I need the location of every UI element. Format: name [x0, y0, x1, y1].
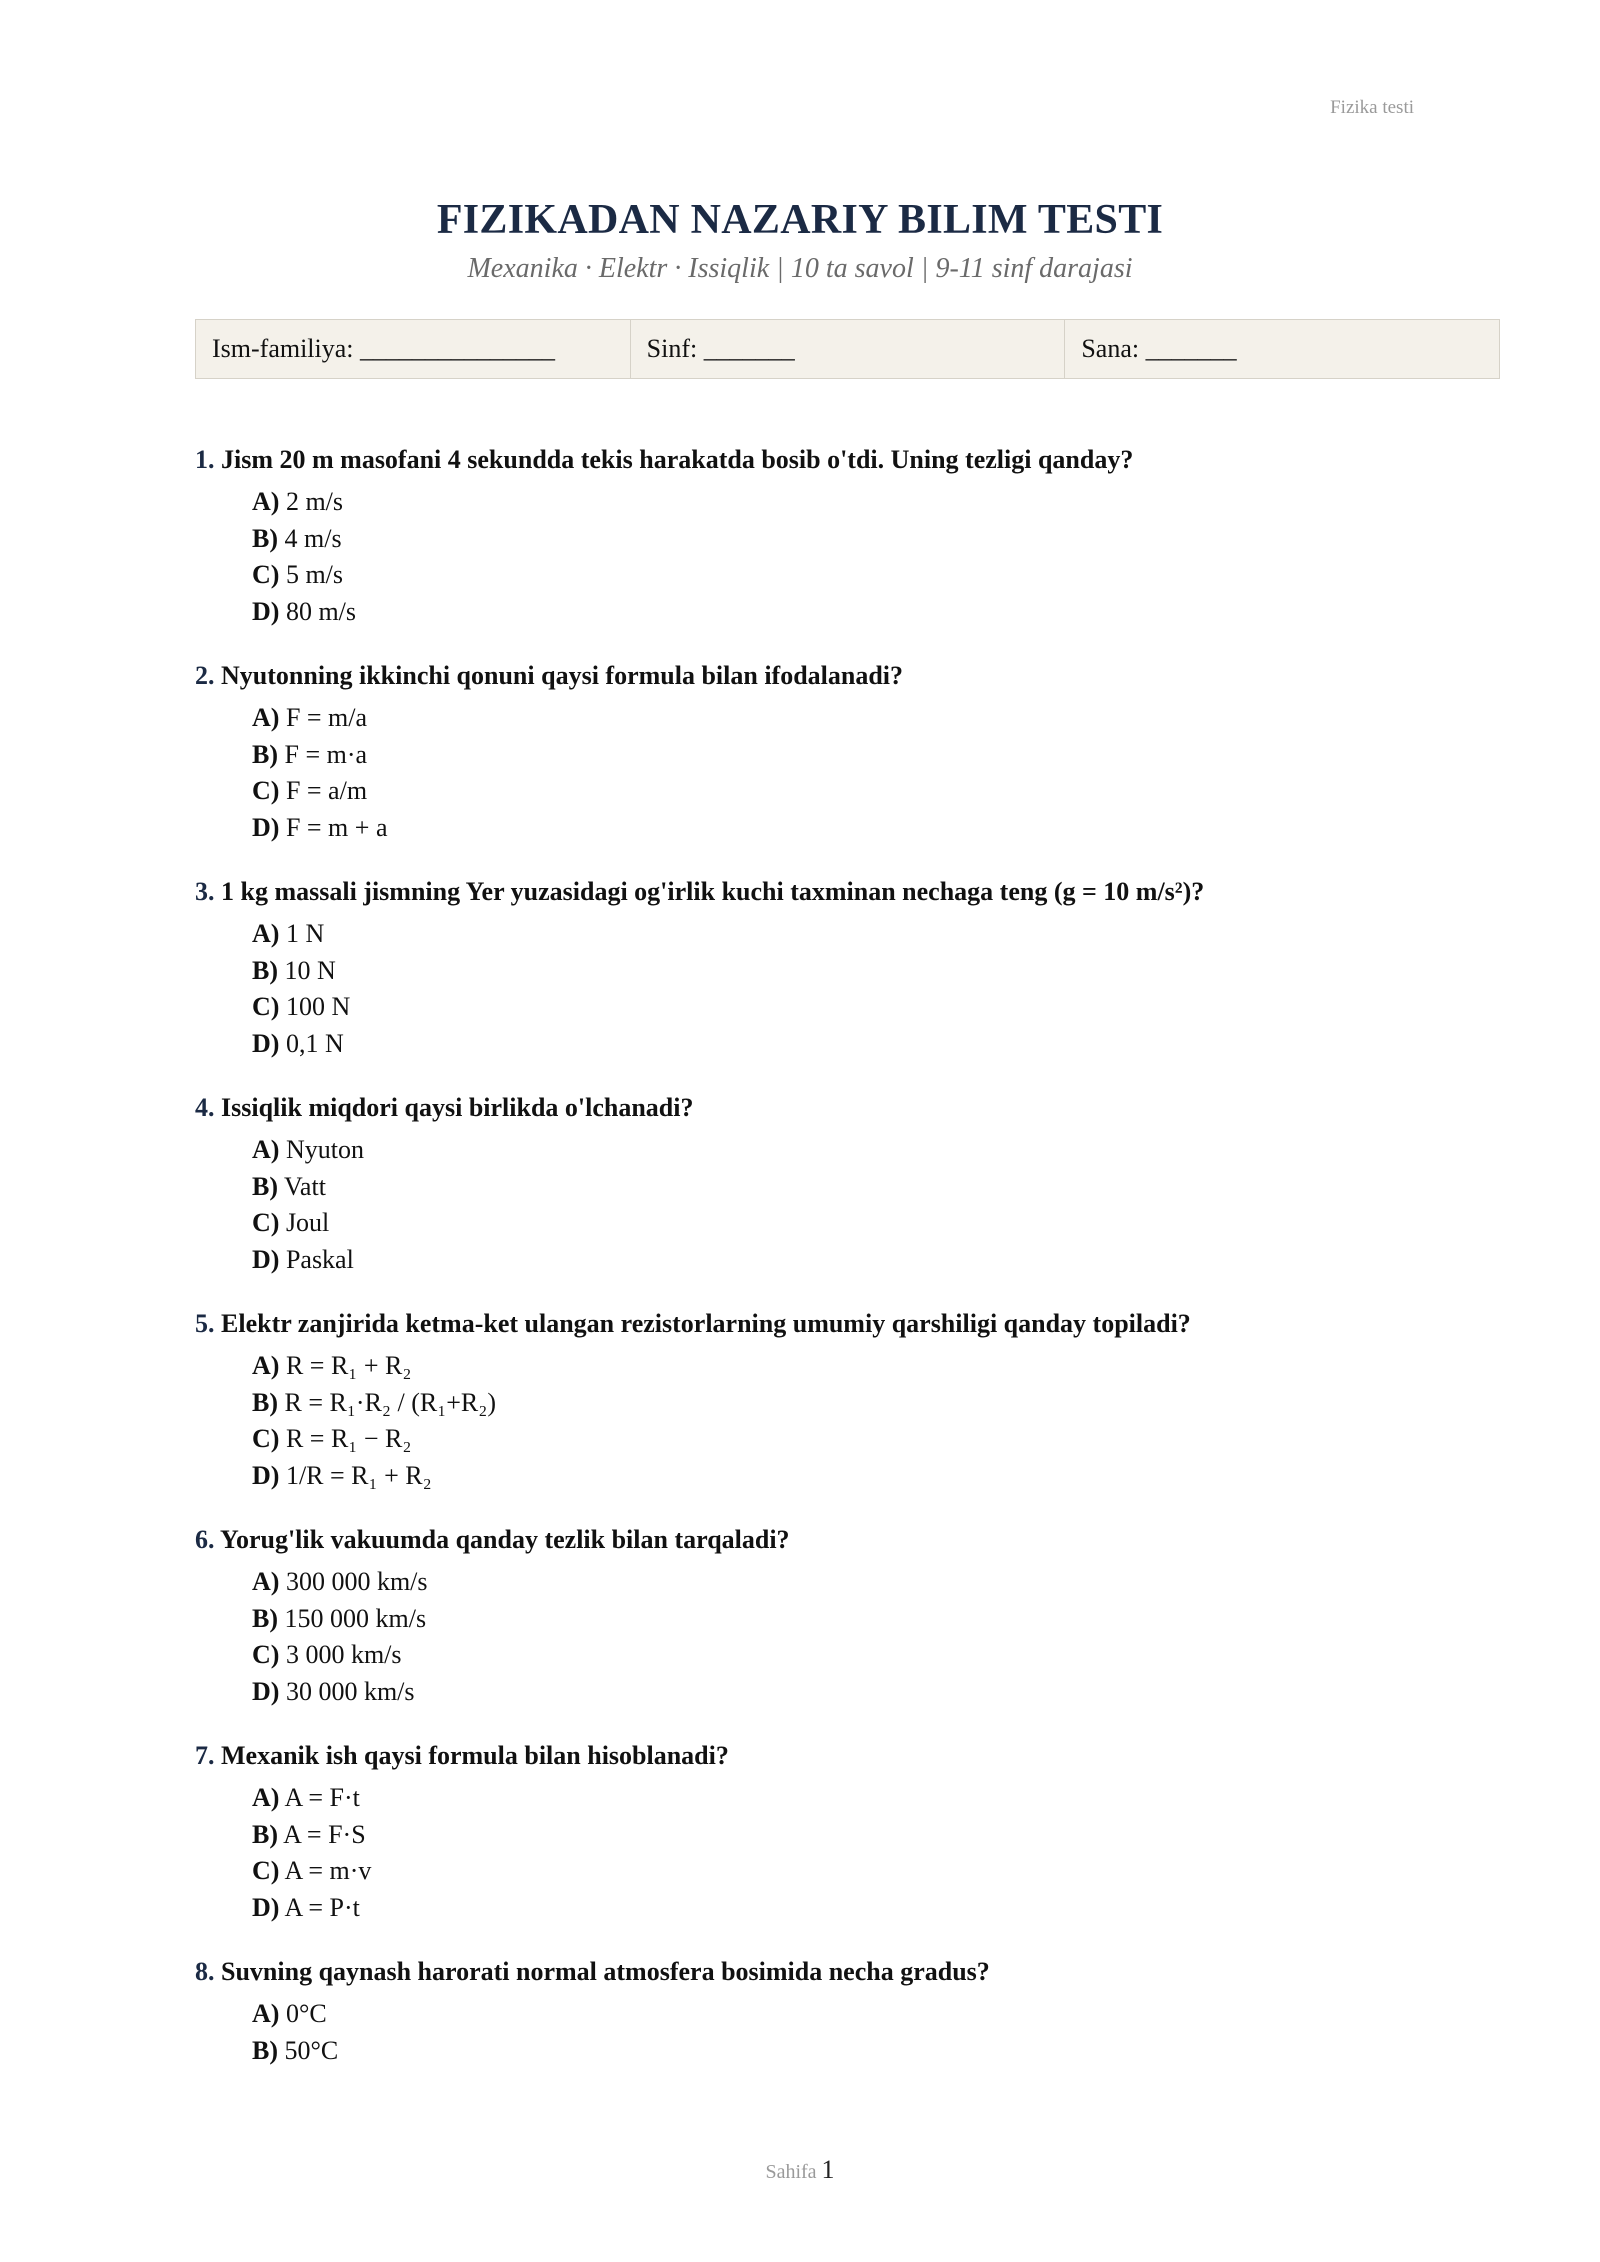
answer-option[interactable] [252, 1132, 1500, 1169]
option-text: 2 m/s [285, 487, 344, 516]
answer-option[interactable] [252, 2033, 1500, 2070]
option-text: 10 N [284, 955, 336, 985]
page-number: 1 [821, 2155, 835, 2184]
option-letter: C) [252, 992, 280, 1021]
option-letter: A) [252, 1135, 280, 1164]
option-letter: A) [252, 487, 280, 516]
option-letter: A) [252, 1783, 280, 1812]
answer-option[interactable] [252, 1780, 1500, 1817]
answer-option[interactable] [252, 1817, 1500, 1854]
option-text: 3 000 km/s [285, 1640, 402, 1669]
option-letter: B) [252, 955, 278, 985]
question-item [195, 872, 1500, 1062]
answer-option[interactable] [252, 953, 1500, 990]
option-letter: D) [252, 596, 280, 626]
option-text: 100 N [285, 992, 351, 1021]
option-text: F = m·a [284, 739, 368, 769]
answer-option[interactable] [252, 594, 1500, 631]
answer-option[interactable] [252, 484, 1500, 521]
answer-options [195, 484, 1500, 630]
option-text: 5 m/s [285, 560, 344, 589]
answer-option[interactable] [252, 1026, 1500, 1063]
question-number: 1. [195, 445, 215, 474]
answer-option[interactable] [252, 1996, 1500, 2033]
question-item [195, 1304, 1500, 1494]
question-number: 7. [195, 1741, 215, 1770]
option-text: 4 m/s [284, 523, 342, 553]
answer-option[interactable] [252, 1637, 1500, 1674]
question-number: 3. [195, 877, 215, 906]
page-title: FIZIKADAN NAZARIY BILIM TESTI [436, 197, 1164, 243]
question-text [195, 1304, 1500, 1344]
option-letter: B) [252, 2035, 278, 2065]
question-text [195, 872, 1500, 912]
option-text: F = a/m [285, 776, 368, 805]
option-letter: B) [252, 1387, 278, 1417]
option-text: Paskal [285, 1244, 354, 1274]
option-letter: D) [252, 1460, 280, 1490]
option-text: 1 N [285, 919, 325, 948]
option-letter: C) [252, 1424, 280, 1453]
question-item [195, 440, 1500, 630]
answer-option[interactable] [252, 810, 1500, 847]
answer-option[interactable] [252, 916, 1500, 953]
question-label: Nyutonning ikkinchi qonuni qaysi formula bilan ifodalanadi? [221, 661, 904, 690]
option-letter: B) [252, 1819, 278, 1849]
question-item [195, 656, 1500, 846]
header-note: Fizika testi [1330, 97, 1414, 118]
option-letter: C) [252, 1856, 280, 1885]
option-text: 300 000 km/s [285, 1567, 428, 1596]
option-letter: D) [252, 1244, 280, 1274]
option-letter: A) [252, 919, 280, 948]
question-number: 5. [195, 1309, 215, 1338]
option-text: A = m·v [284, 1856, 372, 1885]
answer-option[interactable] [252, 700, 1500, 737]
date-field[interactable]: Sana: _______ [1081, 334, 1237, 363]
answer-option[interactable] [252, 1421, 1500, 1458]
question-item [195, 1088, 1500, 1278]
option-letter: B) [252, 523, 278, 553]
answer-option[interactable] [252, 1385, 1500, 1422]
option-text: F = m + a [285, 812, 388, 842]
option-text: A = F·S [283, 1819, 366, 1849]
option-letter: B) [252, 1171, 278, 1201]
option-letter: A) [252, 1567, 280, 1596]
option-text: 0°C [285, 1999, 327, 2028]
question-text [195, 1736, 1500, 1776]
option-text: 1/R = R₁ + R₂ [285, 1460, 432, 1490]
questions-list [195, 440, 1500, 2095]
answer-option[interactable] [252, 773, 1500, 810]
answer-options [195, 1996, 1500, 2069]
option-letter: A) [252, 1999, 280, 2028]
answer-option[interactable] [252, 1169, 1500, 1206]
question-label: Elektr zanjirida ketma-ket ulangan rezistorlarning umumiy qarshiligi qanday topiladi? [221, 1309, 1191, 1338]
option-letter: B) [252, 1603, 278, 1633]
answer-option[interactable] [252, 521, 1500, 558]
student-info-table [195, 319, 1500, 379]
question-label: Issiqlik miqdori qaysi birlikda o'lchanadi? [221, 1093, 694, 1122]
question-label: Jism 20 m masofani 4 sekundda tekis harakatda bosib o'tdi. Uning tezligi qanday? [221, 445, 1134, 474]
question-text [195, 656, 1500, 696]
answer-option[interactable] [252, 1601, 1500, 1638]
option-letter: C) [252, 1208, 280, 1237]
option-text: 0,1 N [285, 1028, 344, 1058]
option-text: R = R₁·R₂ / (R₁+R₂) [284, 1387, 496, 1417]
answer-option[interactable] [252, 1348, 1500, 1385]
answer-options [195, 916, 1500, 1062]
answer-option[interactable] [252, 1205, 1500, 1242]
question-item [195, 1736, 1500, 1926]
answer-option[interactable] [252, 1853, 1500, 1890]
option-letter: D) [252, 1892, 280, 1922]
option-text: 50°C [284, 2035, 339, 2065]
answer-option[interactable] [252, 1458, 1500, 1495]
page-subtitle: Mexanika · Elektr · Issiqlik | 10 ta savol | 9-11 sinf darajasi [467, 253, 1133, 284]
option-text: A = F·t [284, 1783, 360, 1812]
answer-options [195, 1780, 1500, 1926]
question-number: 4. [195, 1093, 215, 1122]
option-text: 80 m/s [285, 596, 357, 626]
answer-option[interactable] [252, 1564, 1500, 1601]
option-text: Joul [285, 1208, 330, 1237]
question-item [195, 1952, 1500, 2069]
question-item [195, 1520, 1500, 1710]
option-text: F = m/a [285, 703, 368, 732]
question-label: Yorug'lik vakuumda qanday tezlik bilan tarqaladi? [220, 1525, 790, 1554]
question-label: Suvning qaynash harorati normal atmosfera bosimida necha gradus? [221, 1957, 990, 1986]
option-letter: D) [252, 1028, 280, 1058]
option-letter: B) [252, 739, 278, 769]
footer-label: Sahifa [765, 2161, 817, 2183]
question-text [195, 1520, 1500, 1560]
answer-options [195, 1348, 1500, 1494]
question-text [195, 440, 1500, 480]
answer-option[interactable] [252, 1890, 1500, 1927]
option-letter: A) [252, 1351, 280, 1380]
answer-option[interactable] [252, 1242, 1500, 1279]
option-text: A = P·t [284, 1892, 360, 1922]
question-number: 6. [195, 1525, 215, 1554]
option-text: R = R₁ + R₂ [285, 1351, 412, 1380]
option-letter: C) [252, 776, 280, 805]
question-label: 1 kg massali jismning Yer yuzasidagi og'irlik kuchi taxminan nechaga teng (g = 10 m/s²)? [221, 877, 1205, 906]
question-text [195, 1088, 1500, 1128]
option-text: 30 000 km/s [285, 1676, 415, 1706]
question-number: 2. [195, 661, 215, 690]
option-text: R = R₁ − R₂ [285, 1424, 412, 1453]
answer-option[interactable] [252, 1674, 1500, 1711]
option-letter: A) [252, 703, 280, 732]
option-text: Vatt [284, 1171, 326, 1201]
class-field[interactable]: Sinf: _______ [631, 320, 1066, 378]
answer-option[interactable] [252, 737, 1500, 774]
option-letter: D) [252, 812, 280, 842]
answer-options [195, 1564, 1500, 1710]
option-letter: C) [252, 560, 280, 589]
answer-options [195, 700, 1500, 846]
name-field[interactable]: Ism-familiya: _______________ [196, 320, 631, 378]
question-label: Mexanik ish qaysi formula bilan hisoblanadi? [221, 1741, 729, 1770]
question-number: 8. [195, 1957, 215, 1986]
option-letter: C) [252, 1640, 280, 1669]
question-text [195, 1952, 1500, 1992]
option-text: Nyuton [285, 1135, 364, 1164]
option-text: 150 000 km/s [284, 1603, 427, 1633]
option-letter: D) [252, 1676, 280, 1706]
answer-option[interactable] [252, 989, 1500, 1026]
page-footer [0, 2155, 1600, 2185]
answer-options [195, 1132, 1500, 1278]
answer-option[interactable] [252, 557, 1500, 594]
